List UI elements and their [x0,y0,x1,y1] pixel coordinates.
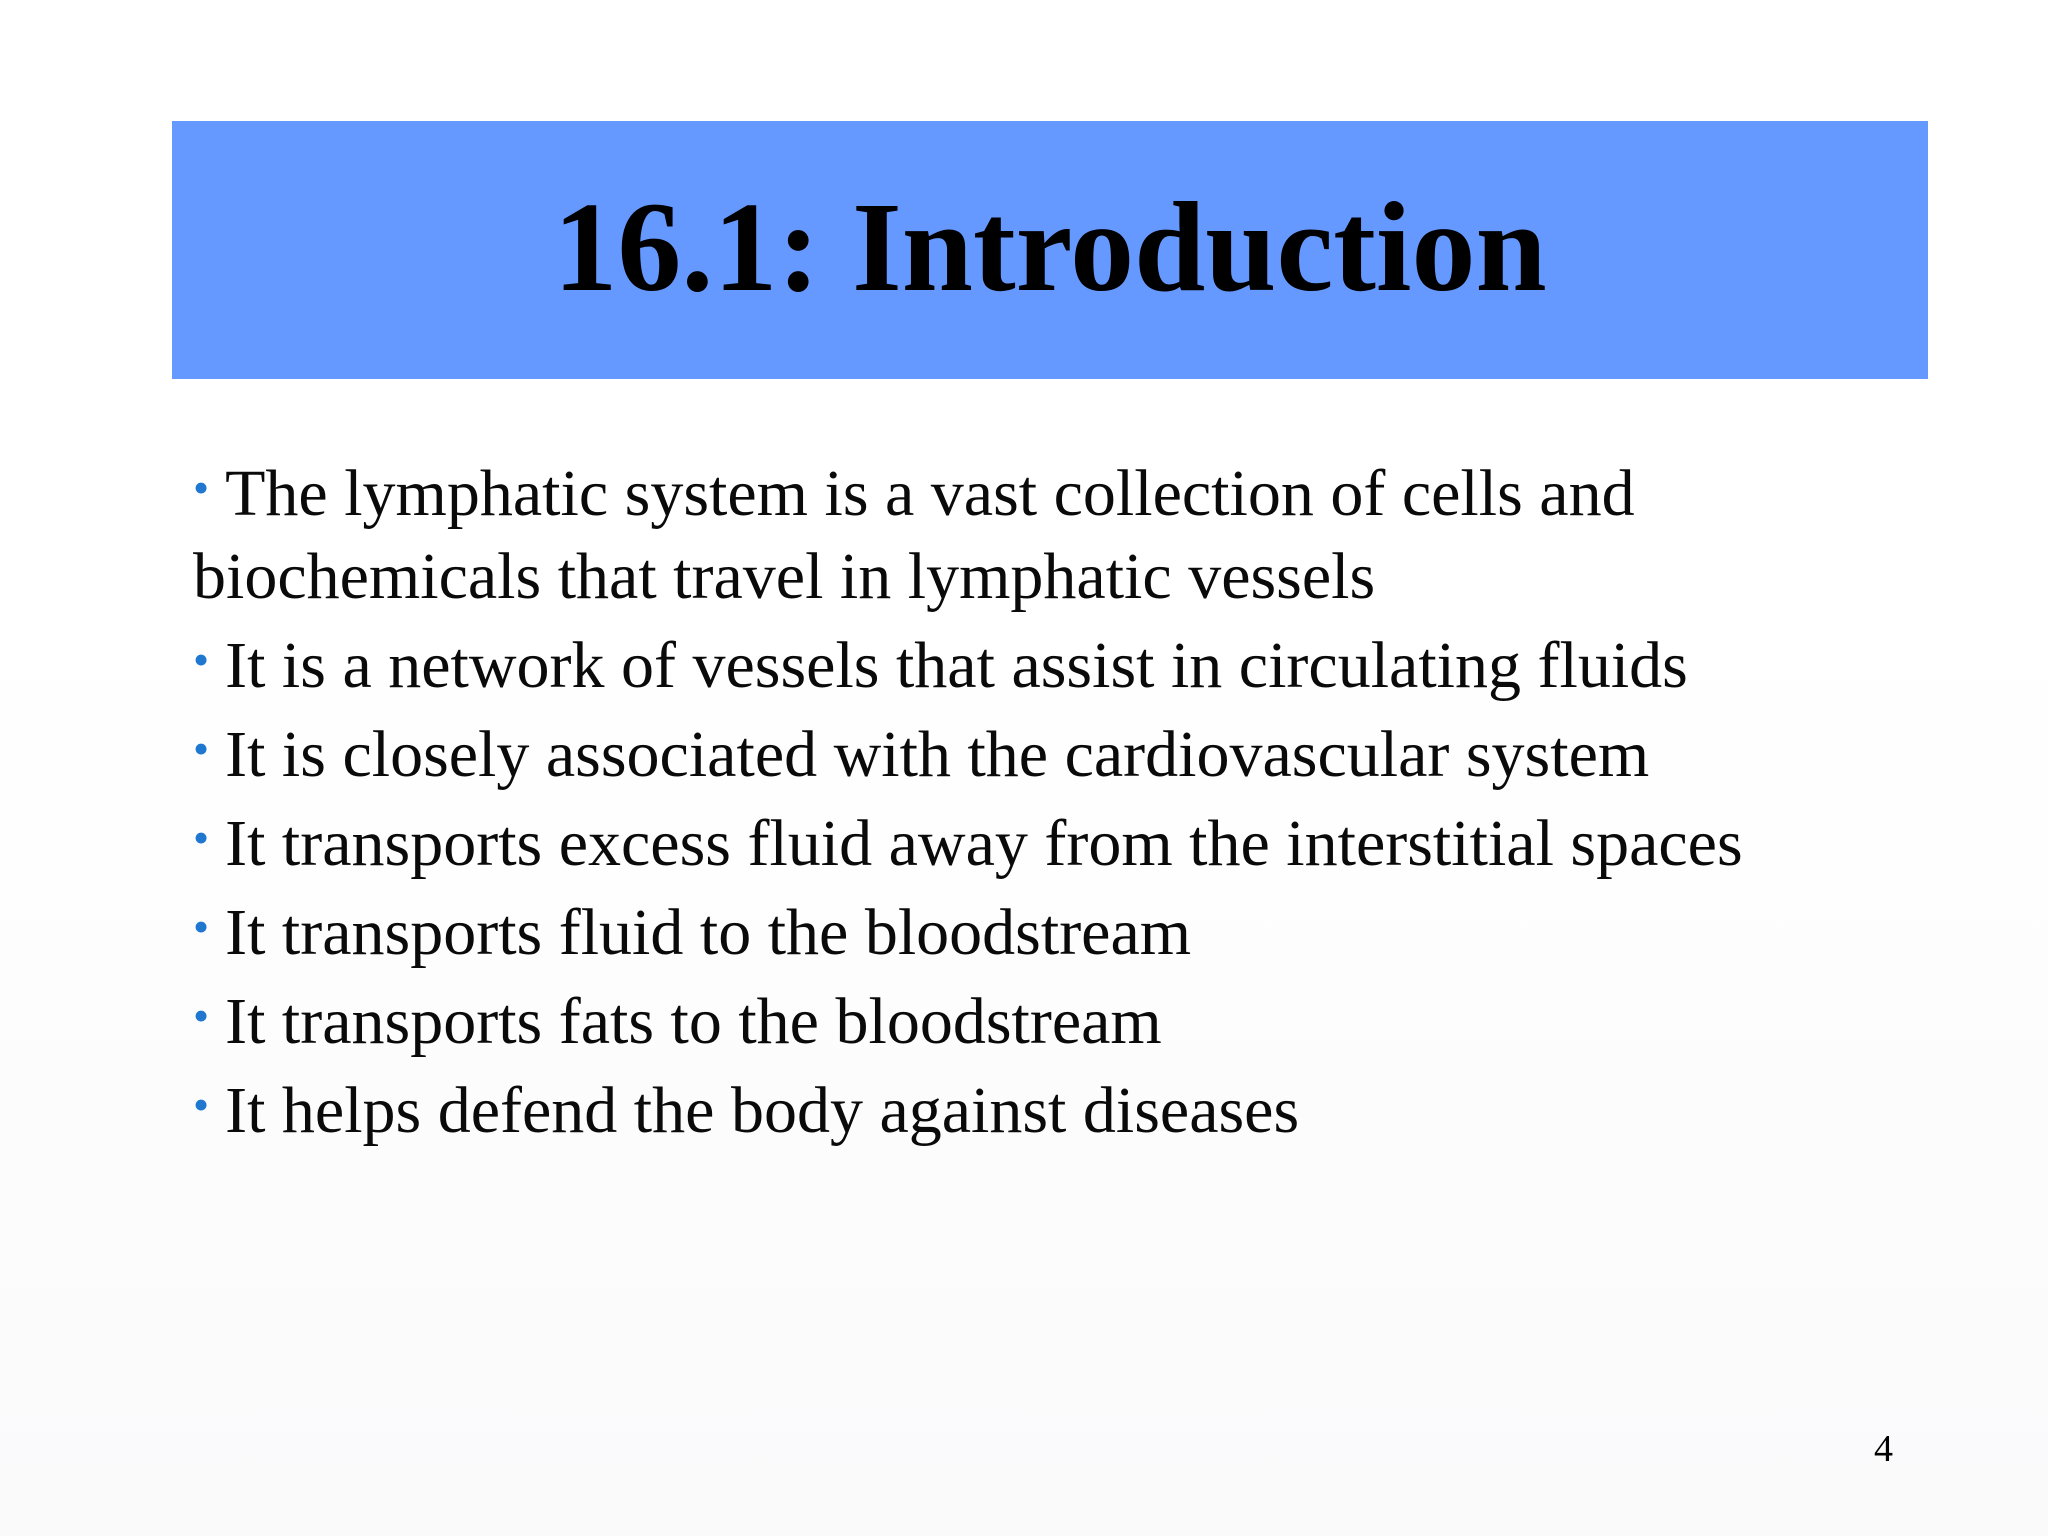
bullet-text: It helps defend the body against diseases [225,1074,1300,1147]
bullet-item [193,707,1893,796]
bullet-item [193,618,1893,707]
bullet-text: It is closely associated with the cardiovascular system [225,718,1650,791]
bullet-icon: • [193,812,210,863]
bullet-text: It is a network of vessels that assist in circulating fluids [225,629,1688,702]
bullet-text: It transports fats to the bloodstream [225,985,1162,1058]
bullet-icon: • [193,723,210,774]
bullet-item [193,446,1893,618]
bullet-item [193,796,1893,885]
bullet-item [193,974,1893,1063]
bullet-text: The lymphatic system is a vast collection of cells and biochemicals that travel in lymphatic vessels [193,457,1635,613]
bullet-icon: • [193,1079,210,1130]
bullet-text: It transports excess fluid away from the interstitial spaces [225,807,1743,880]
title-bar [172,121,1928,379]
bullet-icon: • [193,901,210,952]
bullet-icon: • [193,634,210,685]
slide-title: 16.1: Introduction [553,176,1547,318]
bullet-item [193,885,1893,974]
bullet-text: It transports fluid to the bloodstream [225,896,1192,969]
bullet-icon: • [193,462,210,513]
bullet-item [193,1063,1893,1152]
bullet-list [193,446,1893,1152]
bullet-icon: • [193,990,210,1041]
page-number: 4 [1874,1428,1893,1470]
